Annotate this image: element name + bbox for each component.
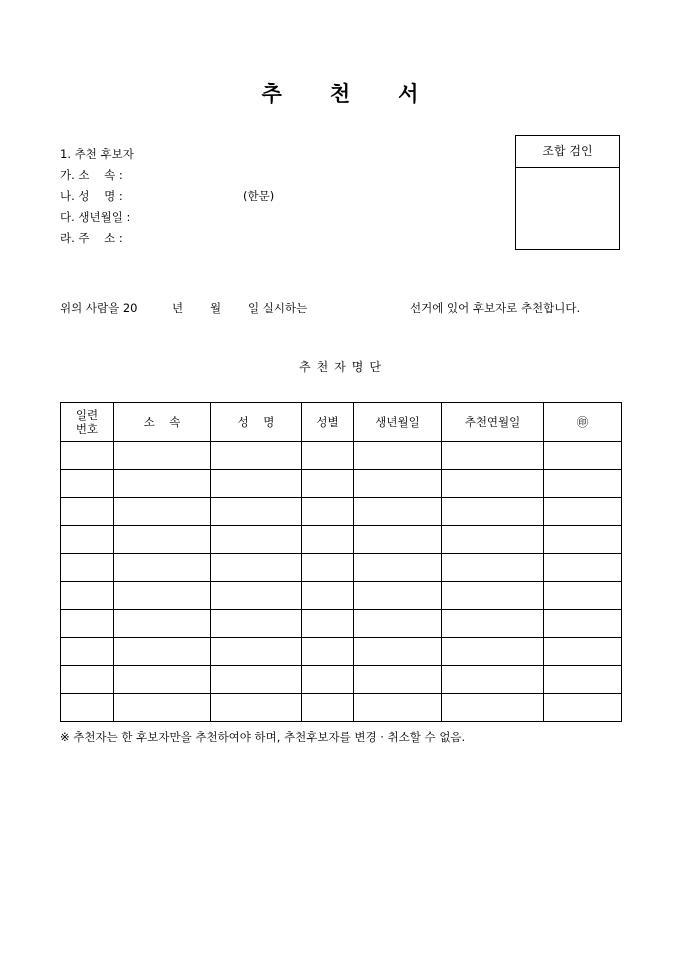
footnote: ※ 추천자는 한 후보자만을 추천하여야 하며, 추천후보자를 변경 · 취소할 수 없음.: [60, 730, 466, 744]
table-row: [61, 498, 622, 526]
col-birthdate: 생년월일: [354, 403, 442, 442]
table-cell[interactable]: [442, 442, 544, 470]
table-cell[interactable]: [442, 582, 544, 610]
field-name: [60, 188, 275, 209]
table-cell[interactable]: [61, 554, 114, 582]
table-cell[interactable]: [114, 666, 211, 694]
table-cell[interactable]: [302, 470, 354, 498]
table-cell[interactable]: [114, 610, 211, 638]
table-cell[interactable]: [544, 610, 622, 638]
table-row: [61, 638, 622, 666]
table-cell[interactable]: [442, 666, 544, 694]
field-birthdate: [60, 209, 134, 230]
roster-title: [0, 358, 680, 375]
field-birthdate-label: 다. 생년월일 :: [60, 210, 131, 224]
recommendation-year: 년: [172, 301, 184, 315]
document-title: [0, 78, 680, 108]
table-cell[interactable]: [114, 582, 211, 610]
field-affiliation-label: 가. 소 속 :: [60, 168, 123, 182]
table-cell[interactable]: [544, 554, 622, 582]
col-affiliation: 소 속: [114, 403, 211, 442]
col-serial-number: 일련 번호: [61, 403, 114, 442]
table-cell[interactable]: [211, 638, 302, 666]
table-row: [61, 470, 622, 498]
union-stamp-box: [515, 135, 620, 250]
table-cell[interactable]: [211, 470, 302, 498]
table-cell[interactable]: [442, 610, 544, 638]
table-cell[interactable]: [61, 470, 114, 498]
table-cell[interactable]: [544, 526, 622, 554]
table-cell[interactable]: [354, 470, 442, 498]
table-cell[interactable]: [61, 638, 114, 666]
table-cell[interactable]: [442, 470, 544, 498]
field-address: [60, 230, 134, 251]
table-cell[interactable]: [61, 666, 114, 694]
table-cell[interactable]: [114, 442, 211, 470]
table-cell[interactable]: [302, 582, 354, 610]
table-cell[interactable]: [61, 498, 114, 526]
candidate-info: [60, 146, 275, 251]
table-header-row: [61, 403, 622, 442]
table-cell[interactable]: [442, 638, 544, 666]
table-cell[interactable]: [114, 638, 211, 666]
title-char-3: 서: [398, 81, 419, 106]
table-cell[interactable]: [544, 666, 622, 694]
union-stamp-label: 조합 검인: [516, 136, 619, 168]
table-cell[interactable]: [354, 526, 442, 554]
table-row: [61, 610, 622, 638]
table-cell[interactable]: [211, 526, 302, 554]
table-cell[interactable]: [211, 442, 302, 470]
table-cell[interactable]: [114, 694, 211, 722]
table-cell[interactable]: [442, 526, 544, 554]
table-cell[interactable]: [211, 582, 302, 610]
table-cell[interactable]: [354, 498, 442, 526]
candidate-heading: 1. 추천 후보자: [60, 147, 134, 161]
table-cell[interactable]: [302, 526, 354, 554]
table-cell[interactable]: [354, 442, 442, 470]
col-recommend-date: 추천연월일: [442, 403, 544, 442]
recommendation-text-end: 선거에 있어 후보자로 추천합니다.: [410, 301, 581, 315]
table-cell[interactable]: [544, 694, 622, 722]
table-cell[interactable]: [114, 554, 211, 582]
table-cell[interactable]: [354, 694, 442, 722]
table-cell[interactable]: [442, 498, 544, 526]
recommendation-day: 일 실시하는: [248, 301, 308, 315]
table-cell[interactable]: [61, 526, 114, 554]
table-cell[interactable]: [302, 638, 354, 666]
field-name-hanja-label: (한문): [243, 189, 275, 203]
table-cell[interactable]: [302, 498, 354, 526]
recommendation-month: 월: [210, 301, 222, 315]
table-row: [61, 666, 622, 694]
table-cell[interactable]: [544, 442, 622, 470]
table-cell[interactable]: [61, 582, 114, 610]
table-cell[interactable]: [61, 442, 114, 470]
field-name-label: 나. 성 명 :: [60, 189, 123, 203]
table-cell[interactable]: [302, 610, 354, 638]
table-row: [61, 442, 622, 470]
table-row: [61, 582, 622, 610]
roster-title-char: 추: [299, 360, 311, 374]
table-cell[interactable]: [544, 638, 622, 666]
table-cell[interactable]: [302, 694, 354, 722]
table-cell[interactable]: [544, 498, 622, 526]
table-cell[interactable]: [354, 666, 442, 694]
table-cell[interactable]: [354, 610, 442, 638]
table-cell[interactable]: [61, 694, 114, 722]
roster-title-char: 명: [351, 360, 364, 374]
table-cell[interactable]: [354, 554, 442, 582]
table-cell[interactable]: [302, 442, 354, 470]
title-char-2: 천: [329, 81, 351, 106]
table-cell[interactable]: [211, 498, 302, 526]
recommender-table: [60, 402, 622, 722]
table-cell[interactable]: [302, 666, 354, 694]
table-cell[interactable]: [544, 470, 622, 498]
table-cell[interactable]: [211, 694, 302, 722]
field-address-label: 라. 주 소 :: [60, 231, 123, 245]
table-cell[interactable]: [211, 610, 302, 638]
table-cell[interactable]: [354, 582, 442, 610]
table-row: [61, 694, 622, 722]
roster-title-char: 자: [334, 360, 346, 374]
table-row: [61, 526, 622, 554]
title-char-1: 추: [261, 81, 282, 106]
col-gender: 성별: [302, 403, 354, 442]
roster-title-char: 천: [316, 360, 329, 374]
col-seal: ㊞: [544, 403, 622, 442]
table-cell[interactable]: [61, 610, 114, 638]
field-affiliation: [60, 167, 134, 188]
table-cell[interactable]: [442, 554, 544, 582]
table-cell[interactable]: [442, 694, 544, 722]
col-name: 성 명: [211, 403, 302, 442]
table-cell[interactable]: [114, 498, 211, 526]
table-cell[interactable]: [302, 554, 354, 582]
recommendation-text-start: 위의 사람을 20: [60, 301, 138, 315]
table-cell[interactable]: [211, 554, 302, 582]
table-cell[interactable]: [544, 582, 622, 610]
table-cell[interactable]: [114, 526, 211, 554]
table-cell[interactable]: [354, 638, 442, 666]
table-cell[interactable]: [114, 470, 211, 498]
roster-title-char: 단: [369, 360, 381, 374]
table-cell[interactable]: [211, 666, 302, 694]
table-row: [61, 554, 622, 582]
table-body: [61, 442, 622, 722]
